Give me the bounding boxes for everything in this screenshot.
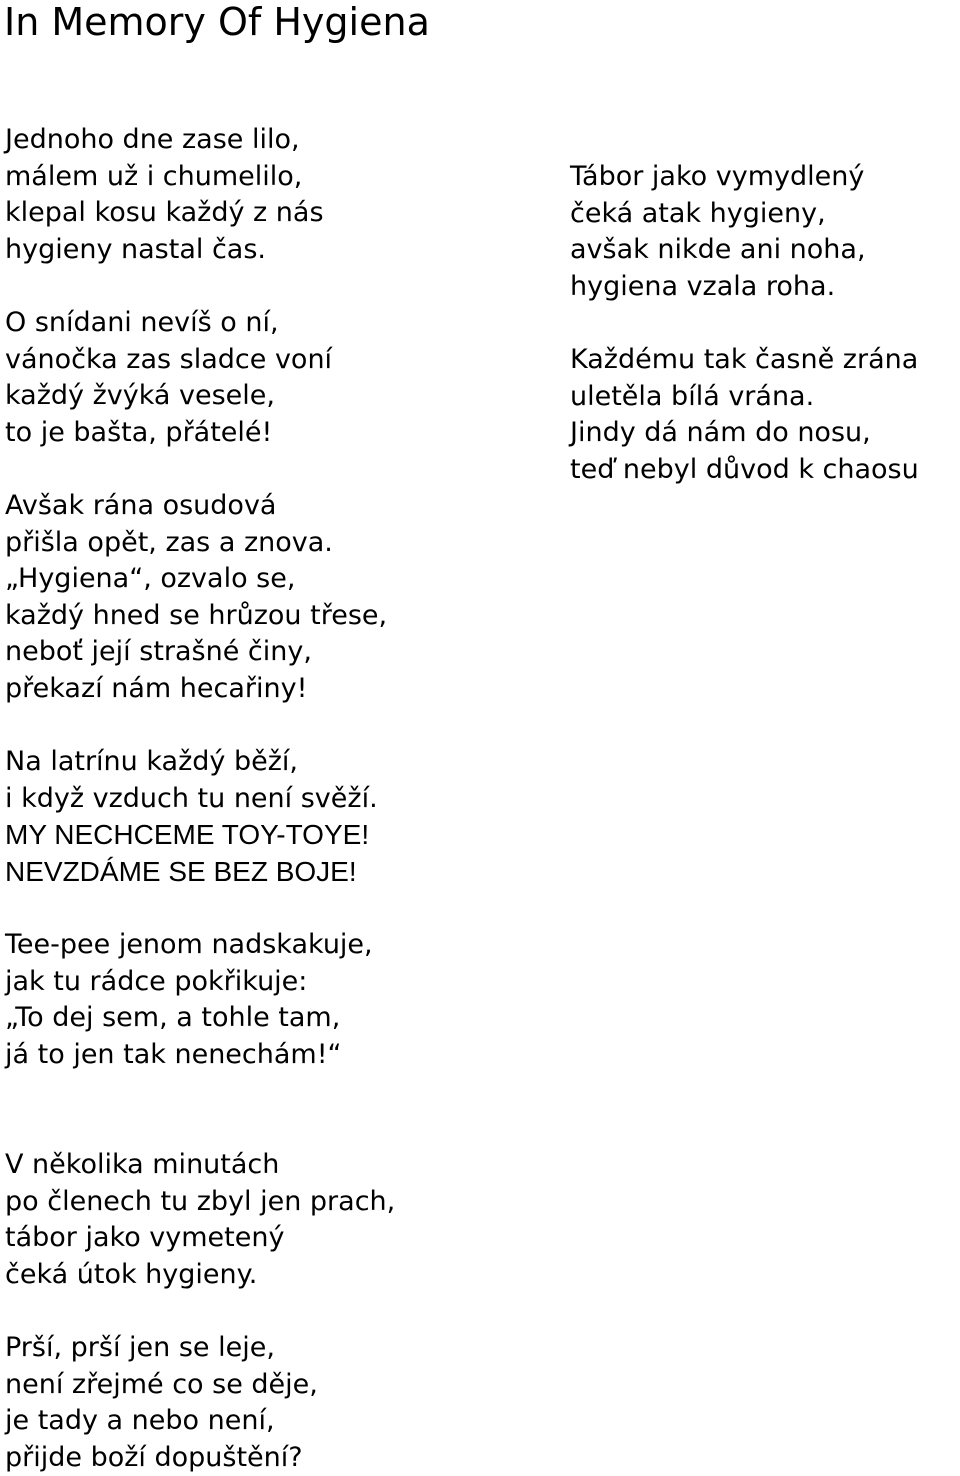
stanza-1	[5, 122, 324, 268]
verse-line: vánočka zas sladce voní	[5, 342, 332, 379]
verse-line: O snídani nevíš o ní,	[5, 305, 332, 342]
verse-line: po členech tu zbyl jen prach,	[5, 1184, 395, 1221]
stanza-7	[5, 1330, 318, 1476]
verse-line: avšak nikde ani noha,	[570, 232, 866, 269]
verse-line: teď nebyl důvod k chaosu	[570, 452, 919, 489]
stanza-9	[570, 342, 919, 488]
verse-line: není zřejmé co se děje,	[5, 1367, 318, 1404]
stanza-5	[5, 927, 373, 1073]
verse-line: Avšak rána osudová	[5, 488, 387, 525]
verse-line: překazí nám hecařiny!	[5, 671, 387, 708]
stanza-2	[5, 305, 332, 451]
verse-line: Jindy dá nám do nosu,	[570, 415, 919, 452]
verse-line: i když vzduch tu není svěží.	[5, 781, 378, 818]
verse-line: klepal kosu každý z nás	[5, 195, 324, 232]
verse-line: „Hygiena“, ozvalo se,	[5, 561, 387, 598]
verse-line: neboť její strašné činy,	[5, 634, 387, 671]
verse-line: Každému tak časně zrána	[570, 342, 919, 379]
verse-line: přijde boží dopuštění?	[5, 1440, 318, 1476]
verse-line: MY NECHCEME TOY-TOYE!	[5, 817, 378, 854]
verse-line: uletěla bílá vrána.	[570, 379, 919, 416]
verse-line: čeká útok hygieny.	[5, 1257, 395, 1294]
verse-line: jak tu rádce pokřikuje:	[5, 964, 373, 1001]
verse-line: hygiena vzala roha.	[570, 269, 866, 306]
verse-line: málem už i chumelilo,	[5, 159, 324, 196]
verse-line: každý hned se hrůzou třese,	[5, 598, 387, 635]
verse-line: V několika minutách	[5, 1147, 395, 1184]
verse-line: já to jen tak nenechám!“	[5, 1037, 373, 1074]
verse-line: tábor jako vymetený	[5, 1220, 395, 1257]
verse-line: každý žvýká vesele,	[5, 378, 332, 415]
verse-line: Jednoho dne zase lilo,	[5, 122, 324, 159]
stanza-6	[5, 1147, 395, 1293]
stanza-8	[570, 159, 866, 305]
verse-line: Na latrínu každý běží,	[5, 744, 378, 781]
verse-line: Tee-pee jenom nadskakuje,	[5, 927, 373, 964]
verse-line: „To dej sem, a tohle tam,	[5, 1000, 373, 1037]
verse-line: to je bašta, přátelé!	[5, 415, 332, 452]
verse-line: přišla opět, zas a znova.	[5, 525, 387, 562]
stanza-3	[5, 488, 387, 707]
stanza-4	[5, 744, 378, 890]
verse-line: NEVZDÁME SE BEZ BOJE!	[5, 854, 378, 891]
verse-line: Prší, prší jen se leje,	[5, 1330, 318, 1367]
verse-line: Tábor jako vymydlený	[570, 159, 866, 196]
verse-line: je tady a nebo není,	[5, 1403, 318, 1440]
verse-line: čeká atak hygieny,	[570, 196, 866, 233]
verse-line: hygieny nastal čas.	[5, 232, 324, 269]
poem-title: In Memory Of Hygiena	[4, 0, 430, 44]
